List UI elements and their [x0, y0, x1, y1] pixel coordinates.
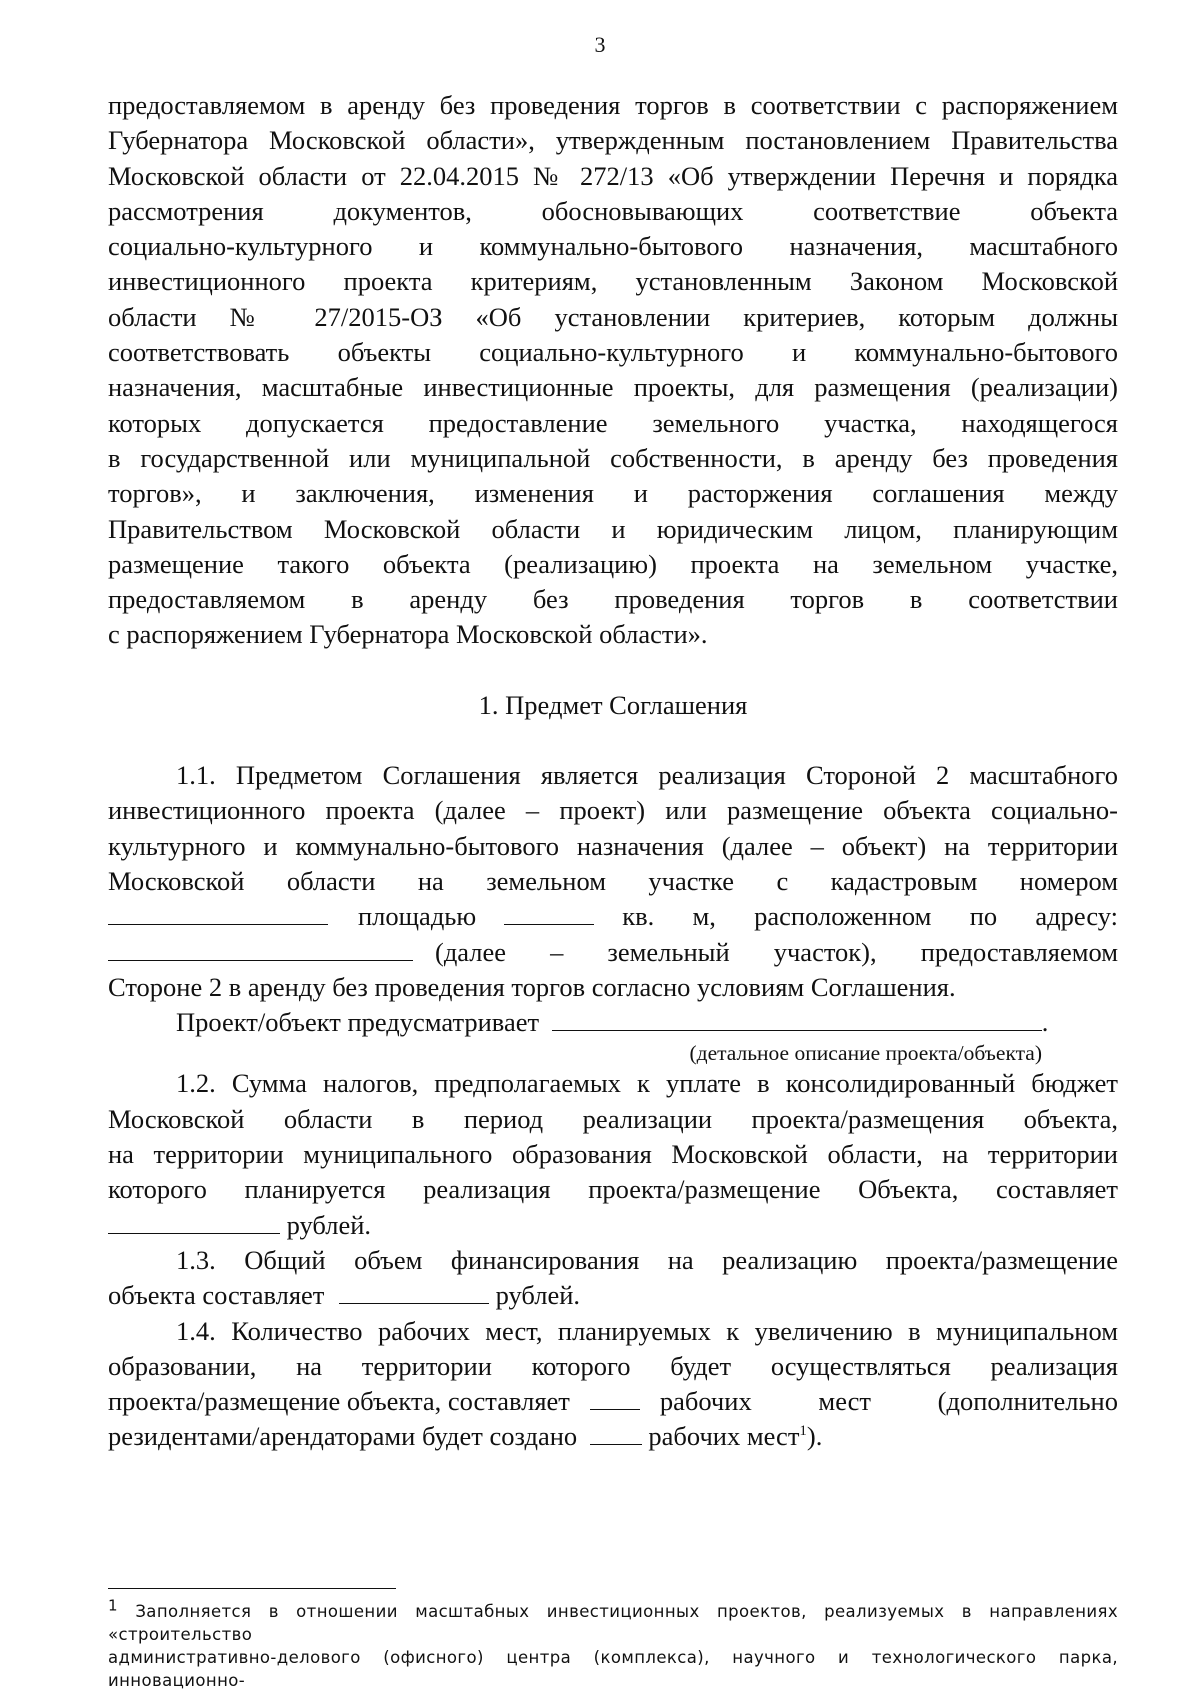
text-line: предоставляемом в аренду без проведения торгов в соответствии — [108, 584, 1118, 615]
text-line: 1.1. Предметом Соглашения является реализация Стороной 2 масштабного — [176, 760, 1118, 791]
clause-1-4 — [108, 1314, 1118, 1455]
jobs-label: проекта/размещение объекта, составляет — [108, 1386, 570, 1417]
area-label: площадью — [358, 901, 477, 932]
section-heading: 1. Предмет Соглашения — [478, 689, 748, 720]
text-line: Губернатора Московской области», утвержденным постановлением Правительства — [108, 125, 1118, 156]
text-line: которого планируется реализация проекта/размещение Объекта, составляет — [108, 1174, 1118, 1205]
text-line: культурного и коммунально-бытового назначения (далее – объект) на территории — [108, 830, 1118, 861]
page-number: 3 — [594, 32, 606, 57]
closing-text: ). — [806, 1421, 823, 1452]
text-line: инвестиционного проекта (далее – проект) или размещение объекта социально- — [108, 795, 1118, 826]
cadastral-number-blank — [108, 900, 328, 925]
text-line: области № 27/2015-ОЗ «Об установлении критериев, которым должны — [108, 301, 1118, 332]
text-line: на территории муниципального образования Московской области, на территории — [108, 1139, 1118, 1170]
text-line: торгов», и заключения, изменения и расторжения соглашения между — [108, 478, 1118, 509]
footnote — [108, 1596, 1118, 1692]
financing-label: объекта составляет — [108, 1280, 325, 1311]
text-line: рассмотрения документов, обосновывающих соответствие объекта — [108, 195, 1118, 226]
text-line: соответствовать объекты социально-культурного и коммунально-бытового — [108, 337, 1118, 368]
text-line: Московской области в период реализации проекта/размещения объекта, — [108, 1103, 1118, 1134]
text-line: назначения, масштабные инвестиционные проекты, для размещения (реализации) — [108, 372, 1118, 403]
footnote-separator — [108, 1588, 396, 1589]
text-line: предоставляемом в аренду без проведения торгов в соответствии с распоряжением — [108, 90, 1118, 120]
text-line: с распоряжением Губернатора Московской области». — [108, 619, 708, 650]
text-line: Московской области от 22.04.2015 № 272/13 «Об утверждении Перечня и порядка — [108, 160, 1118, 191]
footnote-reference: 1 — [799, 1423, 807, 1440]
clause-1-1 — [108, 758, 1118, 1066]
area-blank — [504, 900, 594, 925]
rubles-label: рублей. — [495, 1280, 581, 1311]
text-line: Стороне 2 в аренду без проведения торгов согласно условиям Соглашения. — [108, 971, 956, 1002]
project-label: Проект/объект предусматривает — [176, 1007, 540, 1038]
text-line — [108, 1005, 1118, 1040]
text-line: образовании, на территории которого будет осуществляться реализация — [108, 1350, 1118, 1381]
jobs-blank — [590, 1385, 640, 1410]
text-line — [108, 935, 1118, 970]
text-line: которых допускается предоставление земельного участка, находящегося — [108, 407, 1118, 438]
text-line: размещение такого объекта (реализацию) проекта на земельном участке, — [108, 548, 1118, 579]
footnote-line: административно-делового (офисного) центра (комплекса), научного и технологического парка, инновационно- — [108, 1648, 1118, 1690]
text-line — [108, 1419, 1118, 1454]
project-description-blank — [552, 1006, 1042, 1031]
text-line: инвестиционного проекта критериям, установленным Законом Московской — [108, 266, 1118, 297]
text-line — [108, 899, 1118, 934]
text-line: Правительством Московской области и юридическим лицом, планирующим — [108, 513, 1118, 544]
land-plot-text: (далее – земельный участок), предоставляемом — [435, 936, 1118, 967]
resident-jobs-suffix: рабочих мест — [648, 1421, 800, 1452]
clause-1-3 — [108, 1243, 1118, 1314]
text-line — [108, 1278, 1118, 1313]
clause-1-2 — [108, 1066, 1118, 1242]
text-line — [108, 1208, 1118, 1243]
address-blank — [108, 936, 413, 961]
text-line: 1.4. Количество рабочих мест, планируемых к увеличению в муниципальном — [176, 1315, 1118, 1346]
project-end: . — [1041, 1007, 1049, 1038]
text-line: Московской области на земельном участке с кадастровым номером — [108, 865, 1118, 896]
text-line: в государственной или муниципальной собственности, в аренду без проведения — [108, 442, 1118, 473]
text-line: 1.2. Сумма налогов, предполагаемых к уплате в консолидированный бюджет — [176, 1068, 1118, 1099]
intro-paragraph — [108, 88, 1118, 653]
resident-jobs-blank — [590, 1420, 642, 1445]
footnote-text: Заполняется в отношении масштабных инвестиционных проектов, реализуемых в направлениях «строительство — [108, 1602, 1118, 1644]
document-body — [108, 88, 1118, 1455]
text-line — [108, 1384, 1118, 1419]
text-line: 1.3. Общий объем финансирования на реализацию проекта/размещение — [176, 1244, 1118, 1275]
footnote-marker: 1 — [108, 1596, 118, 1615]
resident-jobs-label: резидентами/арендаторами будет создано — [108, 1421, 578, 1452]
address-label: кв. м, расположенном по адресу: — [622, 901, 1118, 932]
text-line: социально-культурного и коммунально-бытового назначения, масштабного — [108, 231, 1118, 262]
footnote-line — [108, 1596, 1118, 1646]
jobs-suffix: рабочих мест (дополнительно — [659, 1386, 1118, 1417]
rubles-label: рублей. — [286, 1209, 372, 1240]
tax-sum-blank — [108, 1209, 280, 1234]
financing-blank — [339, 1279, 489, 1304]
blank-caption: (детальное описание проекта/объекта) — [689, 1041, 1042, 1066]
